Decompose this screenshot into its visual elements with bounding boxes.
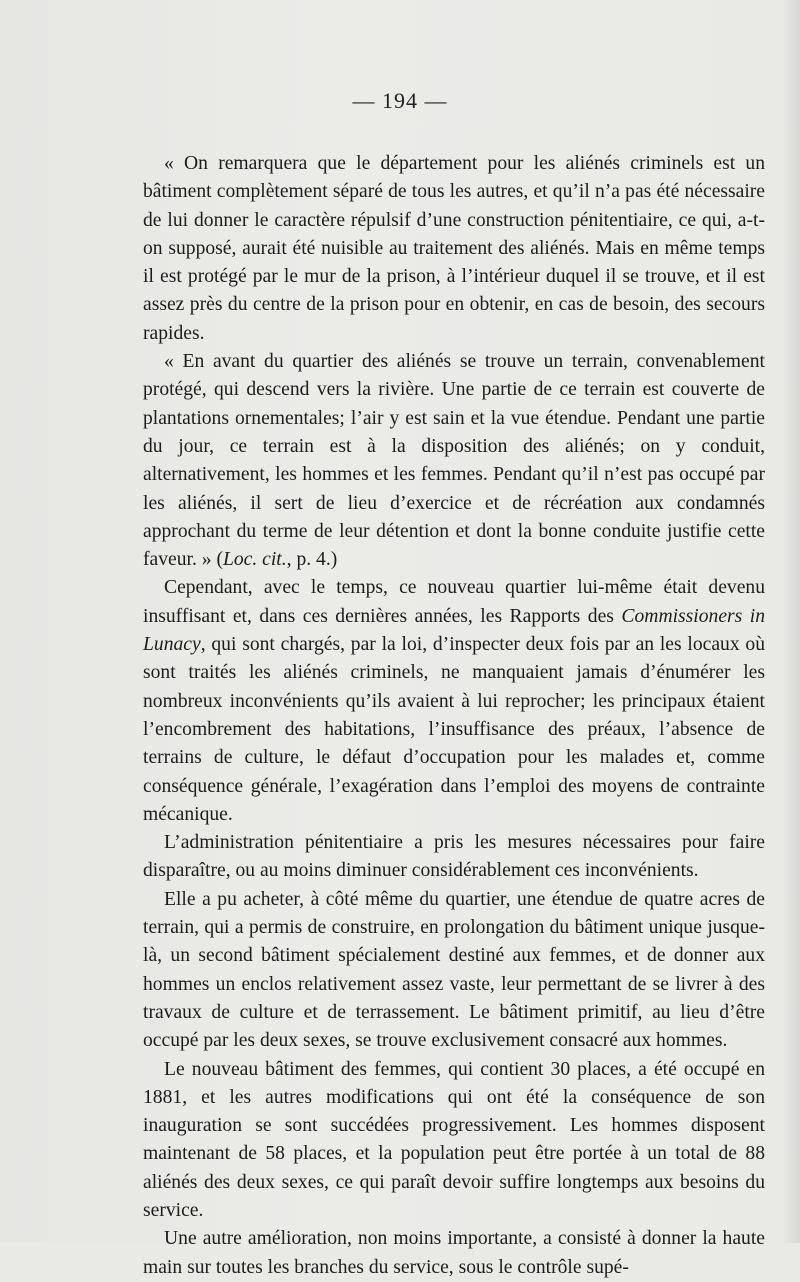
- paragraph-3-text: Cependant, avec le temps, ce nouveau quartier lui-même était devenu insuffisant et, dans ces dernières années, les Rapports des: [143, 577, 765, 627]
- paragraph-3: [143, 574, 765, 829]
- paragraph-4: [143, 829, 765, 886]
- paragraph-3-text-after: , qui sont chargés, par la loi, d’inspecter deux fois par an les locaux où sont traités les aliénés criminels, ne manquaient jamais d’énumérer les nombreux inconvénients qu’ils avaient à lui reprocher; les principaux étaient l’encombrement des habitations, l’insuffisance des préaux, l’absence de terrains de culture, le défaut d’occupation pour les malades et, comme conséquence générale, l’exagération dans l’emploi des moyens de contrainte mécanique.: [143, 634, 765, 825]
- page-edge-shadow: [782, 0, 800, 1243]
- paragraph-1: [143, 150, 765, 348]
- body-text: [143, 150, 765, 1282]
- page-number: — 194 —: [352, 88, 448, 113]
- paragraph-2-text: « En avant du quartier des aliénés se trouve un terrain, convenablement protégé, qui descend vers la rivière. Une partie de ce terrain est couverte de plantations ornementales; l’air y est sain et la vue étendue. Pendant une partie du jour, ce terrain est à la disposition des aliénés; on y conduit, alternativement, les hommes et les femmes. Pendant qu’il n’est pas occupé par les aliénés, il sert de lieu d’exercice et de récréation aux condamnés approchant du terme de leur détention et dont la bonne conduite justifie cette faveur. » (: [143, 351, 765, 571]
- paragraph-6: [143, 1056, 765, 1226]
- citation-italic: Loc. cit.: [222, 549, 287, 571]
- paragraph-4-text: L’administration pénitentiaire a pris les mesures nécessaires pour faire disparaître, ou au moins diminuer considérablement ces inconvénients.: [143, 832, 765, 882]
- paragraph-7: [143, 1225, 765, 1282]
- paragraph-5: [143, 886, 765, 1056]
- paragraph-2-text-after: , p. 4.): [286, 549, 338, 571]
- commissioners-italic: Commissioners in Lunacy: [143, 605, 765, 656]
- paragraph-7-text: Une autre amélioration, non moins importante, a consisté à donner la haute main sur toutes les branches du service, sous le contrôle supé-: [143, 1228, 765, 1278]
- paragraph-1-text: « On remarquera que le département pour les aliénés criminels est un bâtiment complètement séparé de tous les autres, et qu’il n’a pas été nécessaire de lui donner le caractère répulsif d’une construction pénitentiaire, ce qui, a-t-on supposé, aurait été nuisible au traitement des aliénés. Mais en même temps il est protégé par le mur de la prison, à l’intérieur duquel il se trouve, et il est assez près du centre de la prison pour en obtenir, en cas de besoin, des secours rapides.: [143, 153, 765, 344]
- paragraph-5-text: Elle a pu acheter, à côté même du quartier, une étendue de quatre acres de terrain, qui a permis de construire, en prolongation du bâtiment unique jusque-là, un second bâtiment spécialement destiné aux femmes, et de donner aux hommes un enclos relativement assez vaste, leur permettant de se livrer à des travaux de culture et de terrassement. Le bâtiment primitif, au lieu d’être occupé par les deux sexes, se trouve exclusivement consacré aux hommes.: [143, 888, 765, 1052]
- paragraph-6-text: Le nouveau bâtiment des femmes, qui contient 30 places, a été occupé en 1881, et les autres modifications qui ont été la conséquence de son inauguration se sont succédées progressivement. Les hommes disposent maintenant de 58 places, et la population peut être portée à un total de 88 aliénés des deux sexes, ce qui paraît devoir suffire longtemps aux besoins du service.: [143, 1058, 765, 1221]
- paragraph-2: [143, 348, 765, 574]
